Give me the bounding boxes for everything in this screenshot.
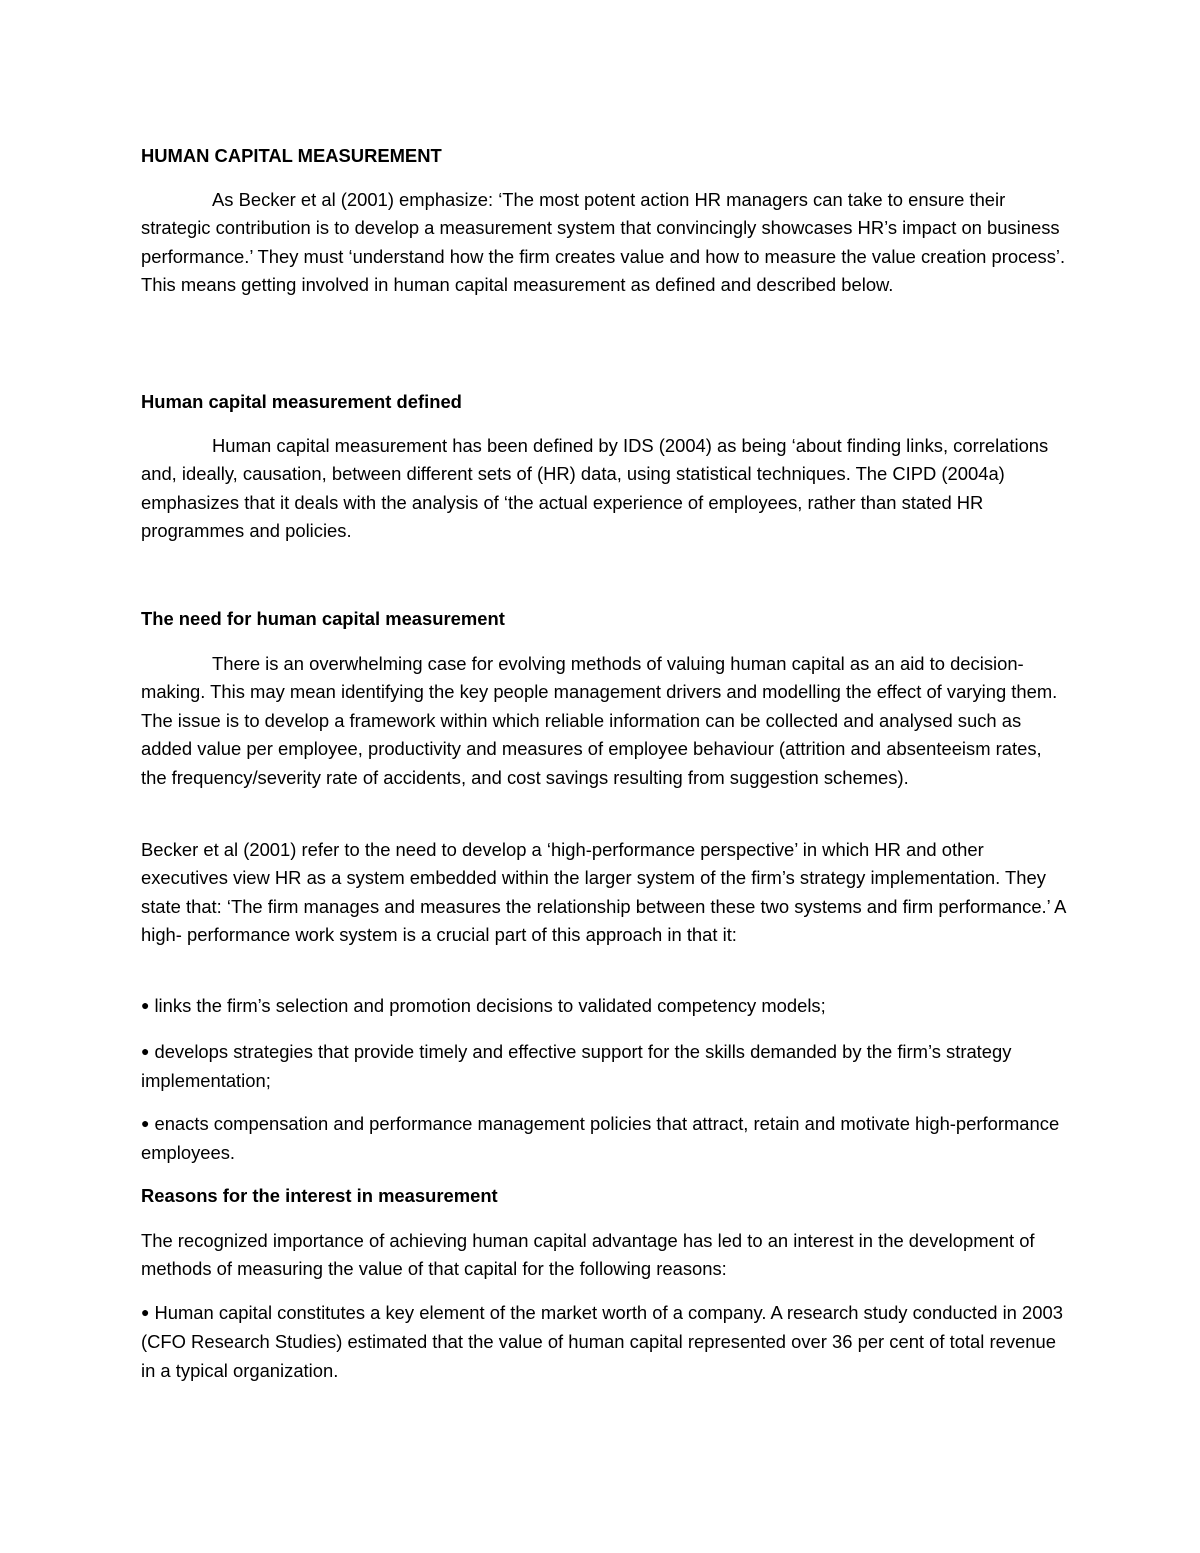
intro-paragraph: As Becker et al (2001) emphasize: ‘The most potent action HR managers can take to ensure their strategic contribution is to develop a measurement system that convincingly showcases HR’s impact on business performance.’ They must ‘understand how the firm creates value and how to measure the value creation process’. This means getting involved in human capital measurement as defined and described below. [141, 189, 1066, 296]
reasons-paragraph: The recognized importance of achieving human capital advantage has led to an interest in the development of methods of measuring the value of that capital for the following reasons: [141, 1230, 1035, 1280]
need-paragraph-2: Becker et al (2001) refer to the need to develop a ‘high-performance perspective’ in which HR and other executives view HR as a system embedded within the larger system of the firm’s strategy implementation. They state that: ‘The firm manages and measures the relationship between these two systems and firm performance.’ A high- performance work system is a crucial part of this approach in that it: [141, 839, 1066, 946]
defined-paragraph: Human capital measurement has been defined by IDS (2004) as being ‘about finding links, correlations and, ideally, causation, between different sets of (HR) data, using statistical techniques. The CIPD (2004a) emphasizes that it deals with the analysis of ‘the actual experience of employees, rather than stated HR programmes and policies. [141, 435, 1049, 542]
section-heading-need: The need for human capital measurement [141, 608, 505, 629]
list-item [141, 992, 1071, 1021]
list-item-text: links the firm’s selection and promotion decisions to validated competency models; [154, 995, 826, 1016]
bullet-icon: ● [141, 1304, 150, 1320]
list-item-text: develops strategies that provide timely and effective support for the skills demanded by the firm’s strategy implementation; [141, 1041, 1012, 1092]
bullet-icon: ● [141, 1043, 150, 1059]
list-item-text: Human capital constitutes a key element of the market worth of a company. A research study conducted in 2003 (CFO Research Studies) estimated that the value of human capital represented over 36 per cent of total revenue in a typical organization. [141, 1302, 1063, 1381]
list-item-text: enacts compensation and performance management policies that attract, retain and motivate high-performance employees. [141, 1113, 1060, 1164]
list-item [141, 1299, 1071, 1385]
bullet-icon: ● [141, 1115, 150, 1131]
section-heading-defined: Human capital measurement defined [141, 391, 462, 412]
document-title: HUMAN CAPITAL MEASUREMENT [141, 145, 442, 166]
list-item [141, 1038, 1071, 1096]
list-item [141, 1110, 1071, 1168]
bullet-icon: ● [141, 997, 150, 1013]
need-paragraph-1: There is an overwhelming case for evolving methods of valuing human capital as an aid to decision-making. This may mean identifying the key people management drivers and modelling the effect of varying them. The issue is to develop a framework within which reliable information can be collected and analysed such as added value per employee, productivity and measures of employee behaviour (attrition and absenteeism rates, the frequency/severity rate of accidents, and cost savings resulting from suggestion schemes). [141, 653, 1058, 788]
section-heading-reasons: Reasons for the interest in measurement [141, 1185, 498, 1206]
